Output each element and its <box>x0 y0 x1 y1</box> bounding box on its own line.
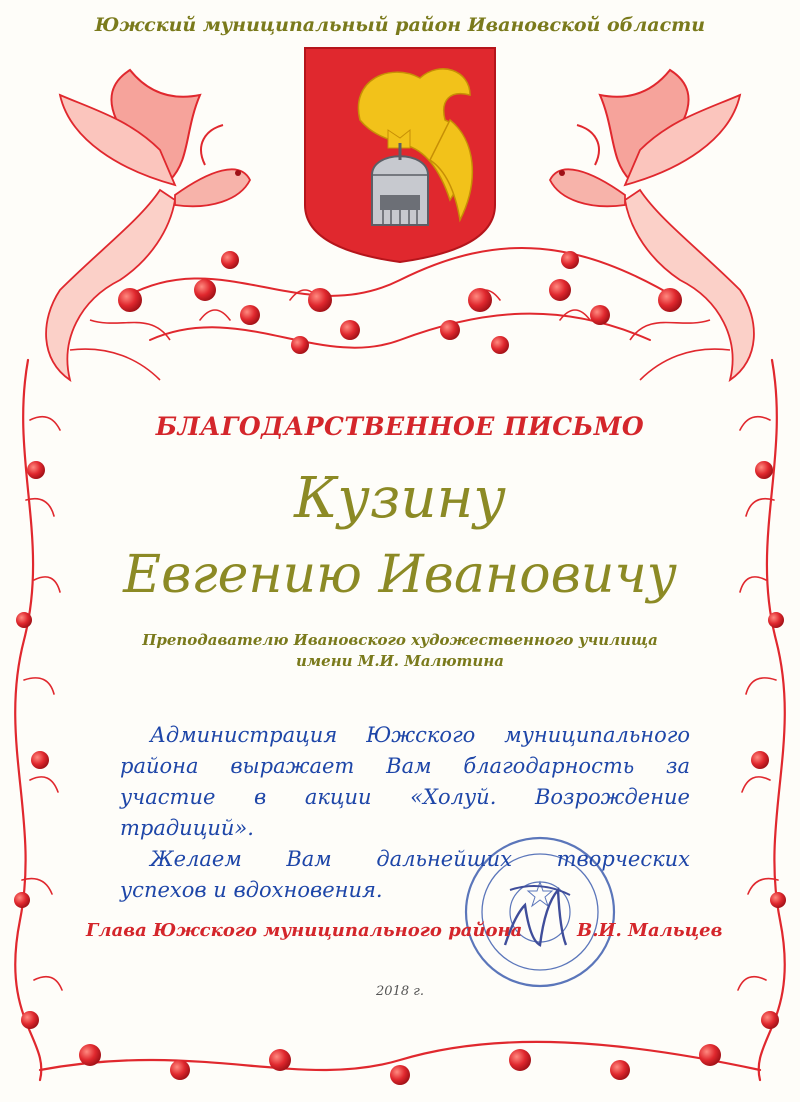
wish-line-2: успехов и вдохновения. <box>120 878 383 902</box>
recipient-name: Евгению Ивановичу <box>123 545 677 605</box>
recipient-surname: Кузину <box>294 466 506 531</box>
letter-body <box>120 720 690 906</box>
position-line-2: имени М.И. Малютина <box>296 652 504 670</box>
wish-line-1: Желаем Вам дальнейших творческих <box>150 847 690 871</box>
body-paragraph: Администрация Южского муниципального района выражает Вам благодарность за участие в акции «Холуй. Возрождение традиций». <box>120 723 690 840</box>
coat-of-arms-emblem <box>305 48 495 262</box>
signer-name: В.И. Мальцев <box>577 920 723 941</box>
letter-title: БЛАГОДАРСТВЕННОЕ ПИСЬМО <box>155 412 645 441</box>
position-line-1: Преподавателю Ивановского художественного училища <box>142 631 658 649</box>
right-phoenix-ornament <box>550 70 754 380</box>
signature-title: Глава Южского муниципального района <box>86 920 523 941</box>
left-phoenix-ornament <box>46 70 250 380</box>
letter-date: 2018 г. <box>376 984 424 999</box>
district-header: Южский муниципальный район Ивановской области <box>94 14 706 36</box>
recipient-position <box>0 630 800 672</box>
